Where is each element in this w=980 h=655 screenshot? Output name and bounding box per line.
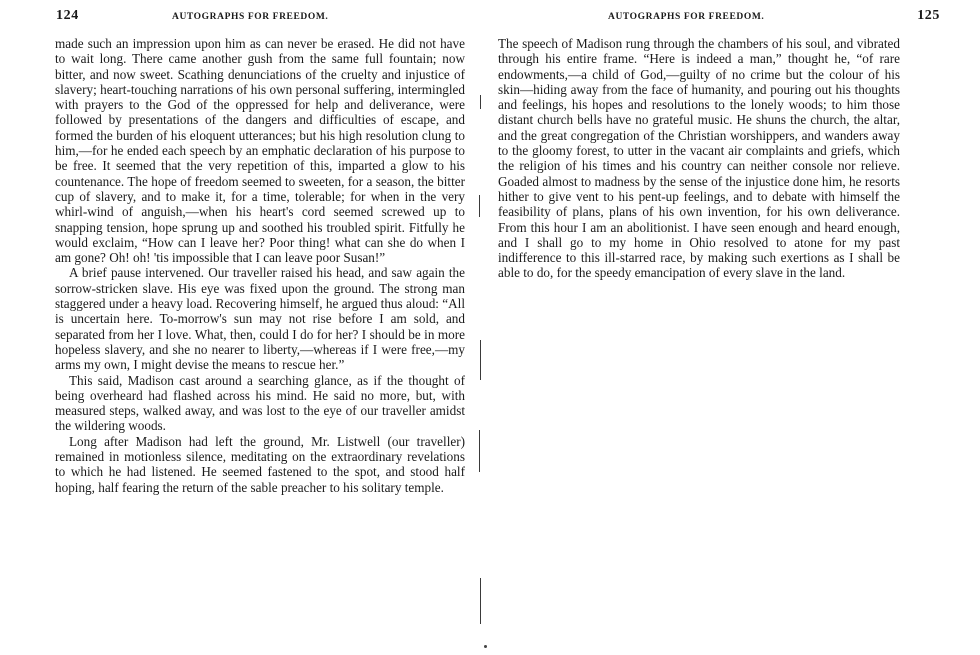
right-page-text <box>498 36 900 281</box>
left-running-title: AUTOGRAPHS FOR FREEDOM. <box>172 12 329 22</box>
binding-dot <box>484 645 487 648</box>
right-page <box>490 0 980 655</box>
paragraph: A brief pause intervened. Our traveller raised his head, and saw again the sorrow-stricken slave. His eye was fixed upon the ground. The strong man staggered under a heavy load. Recovering himself, he argued thus aloud: “All is uncertain here. To-morrow's sun may not rise before I am sold, and separated from her I love. What, then, could I do for her? I should be in more hopeless slavery, and she no nearer to liberty,—whereas if I were free,—my arms my own, I might devise the means to rescue her.” <box>55 265 465 373</box>
binding-mark <box>479 195 480 217</box>
left-page-text <box>55 36 465 495</box>
right-running-title: AUTOGRAPHS FOR FREEDOM. <box>608 12 765 22</box>
binding-mark <box>480 95 481 109</box>
binding-mark <box>479 430 480 472</box>
paragraph: Long after Madison had left the ground, Mr. Listwell (our traveller) remained in motionless silence, meditating on the extraordinary revelations to which he had listened. He seemed fastened to the spot, and stood half hoping, half fearing the return of the sable preacher to his solitary temple. <box>55 433 465 495</box>
binding-mark <box>480 578 481 624</box>
right-page-number: 125 <box>917 8 940 23</box>
left-running-head <box>0 8 490 28</box>
paragraph: This said, Madison cast around a searching glance, as if the thought of being overheard had flashed across his mind. He said no more, but, with measured steps, walked away, and was lost to the eye of our traveller amidst the wildering woods. <box>55 372 465 434</box>
paragraph: The speech of Madison rung through the chambers of his soul, and vibrated through his entire frame. “Here is indeed a man,” thought he, “of rare endowments,—a child of God,—guilty of no crime but the colour of his skin—hiding away from the face of humanity, and pouring out his thoughts and feelings, his hopes and resolutions to the lonely woods; to him those distant church bells have no grateful music. He shuns the church, the altar, and the great congregation of the Christian worshippers, and wanders away to the gloomy forest, to utter in the vacant air complaints and griefs, which the religion of his times and his country can neither console nor relieve. Goaded almost to madness by the sense of the injustice done him, he resorts hither to give vent to his pent-up feelings, and to debate with himself the feasibility of plans, plans of his own invention, for his own deliverance. From this hour I am an abolitionist. I have seen enough and heard enough, and I shall go to my home in Ohio resolved to atone for my past indifference to this ill-starred race, by making such exertions as I shall be able to do, for the speedy emancipation of every slave in the land. <box>498 36 900 281</box>
right-running-head <box>490 8 980 28</box>
left-page-number: 124 <box>56 8 79 23</box>
binding-mark <box>480 340 481 380</box>
paragraph: made such an impression upon him as can never be erased. He did not have to wait long. There came another gush from the same full fountain; now bitter, and now sweet. Scathing denunciations of the cruelty and injustice of slavery; heart-touching narrations of his own personal suffering, intermingled with prayers to the God of the oppressed for help and deliverance, were followed by presentations of the dangers and difficulties of escape, and formed the burden of his eloquent utterances; but his high resolution clung to him,—for he ended each speech by an emphatic declaration of his purpose to be free. It seemed that the very repetition of this, imparted a glow to his countenance. The hope of freedom seemed to sweeten, for a season, the bitter cup of slavery, and to make it, for a time, tolerable; for when in the very whirl-wind of anguish,—when his heart's cord seemed screwed up to snapping tension, hope sprung up and soothed his troubled spirit. Fitfully he would exclaim, “How can I leave her? Poor thing! what can she do when I am gone? Oh! oh! 'tis impossible that I can leave poor Susan!” <box>55 36 465 266</box>
